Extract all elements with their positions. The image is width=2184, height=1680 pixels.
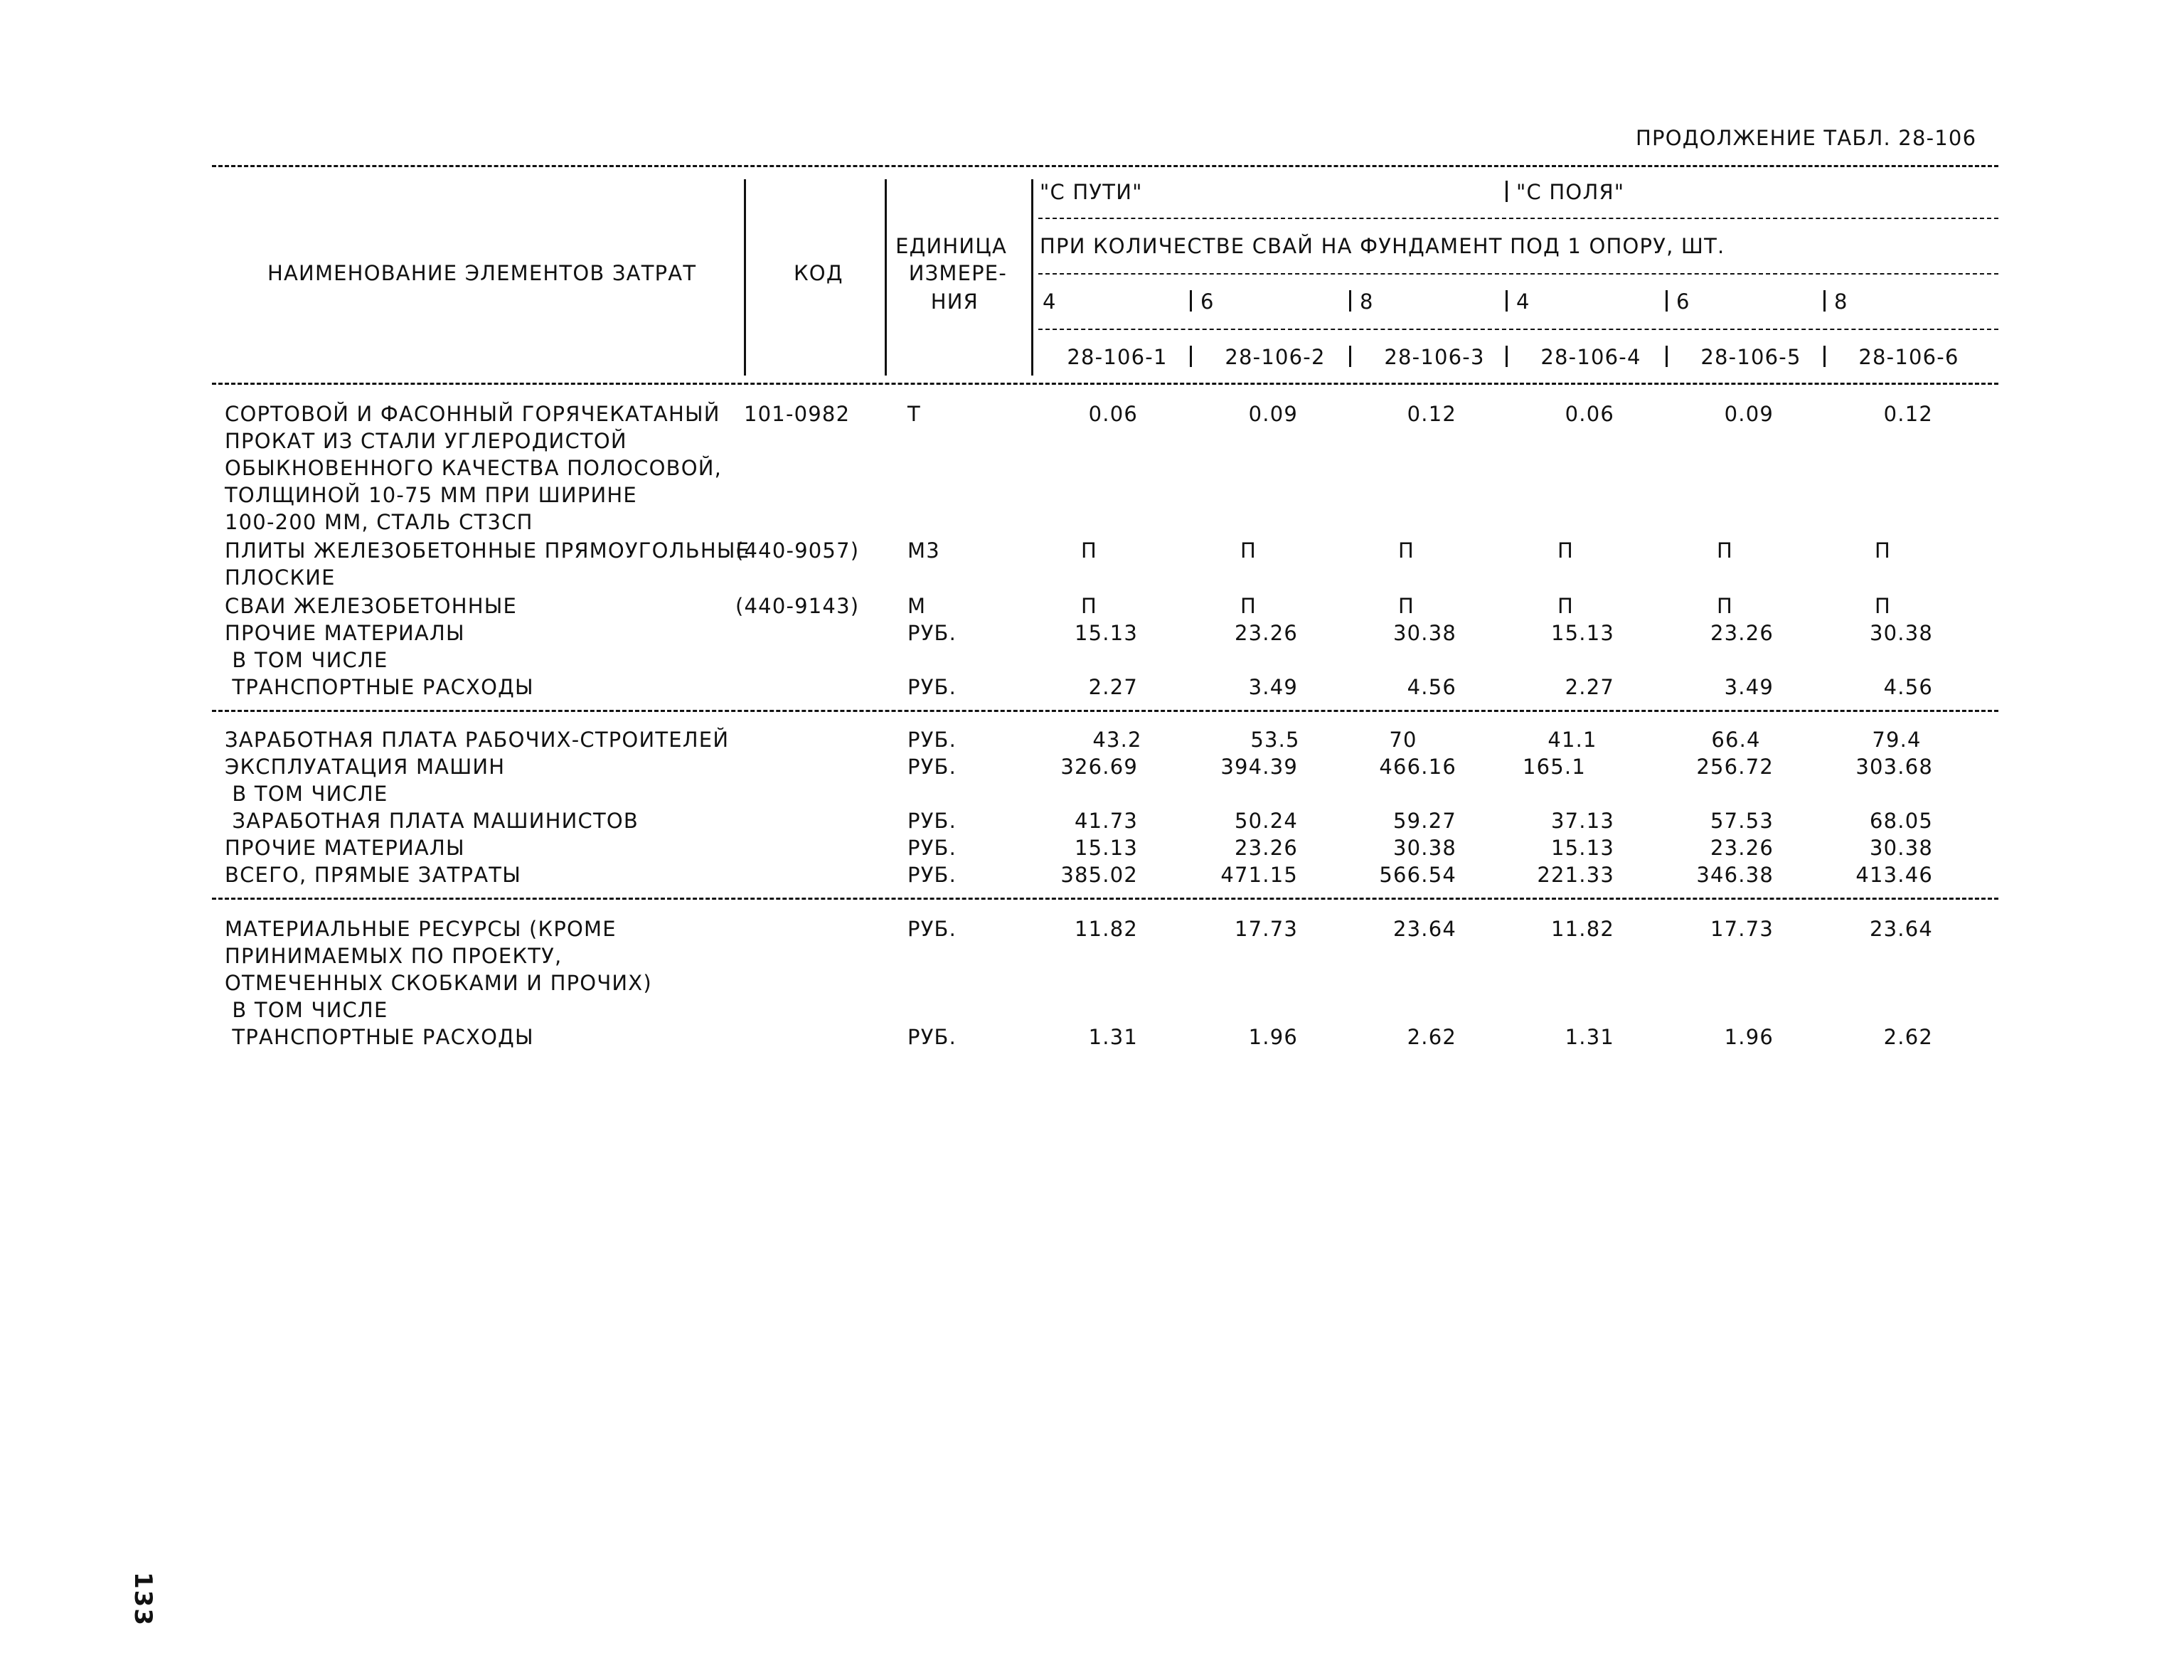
row-value-4: 221.33 bbox=[1537, 863, 1614, 887]
piles-caption: ПРИ КОЛИЧЕСТВЕ СВАЙ НА ФУНДАМЕНТ ПОД 1 ОПОРУ, ШТ. bbox=[1040, 234, 1725, 258]
header-bottom-rule bbox=[212, 383, 1998, 385]
column-code-6: 28-106-6 bbox=[1858, 345, 1959, 369]
row-value-2: 3.49 bbox=[1248, 675, 1298, 699]
top-rule bbox=[212, 165, 1998, 167]
row-name-line: ЗАРАБОТНАЯ ПЛАТА МАШИНИСТОВ bbox=[225, 809, 639, 833]
row-unit: РУБ. bbox=[907, 755, 957, 779]
row-value-2: 50.24 bbox=[1234, 809, 1298, 833]
row-name-line: ПЛОСКИЕ bbox=[225, 565, 336, 590]
row-unit: РУБ. bbox=[907, 621, 957, 645]
row-value-6: 4.56 bbox=[1883, 675, 1933, 699]
row-value-2: 471.15 bbox=[1220, 863, 1298, 887]
row-unit: РУБ. bbox=[907, 863, 957, 887]
row-value-3: 4.56 bbox=[1407, 675, 1456, 699]
row-value-5: 66.4 bbox=[1711, 728, 1761, 752]
row-value-3: 23.64 bbox=[1392, 917, 1456, 941]
row-value-6: П bbox=[1875, 594, 1892, 618]
row-name-line: В ТОМ ЧИСЛЕ bbox=[225, 998, 388, 1022]
pile-count-divider bbox=[1506, 290, 1508, 312]
row-value-6: 30.38 bbox=[1869, 621, 1933, 645]
row-value-4: 165.1 bbox=[1522, 755, 1586, 779]
pile-count-divider bbox=[1349, 290, 1351, 312]
row-value-2: 17.73 bbox=[1234, 917, 1298, 941]
row-name-line: ЗАРАБОТНАЯ ПЛАТА РАБОЧИХ-СТРОИТЕЛЕЙ bbox=[225, 728, 730, 752]
row-name-line: ТРАНСПОРТНЫЕ РАСХОДЫ bbox=[225, 675, 534, 699]
row-unit: РУБ. bbox=[907, 675, 957, 699]
row-value-1: П bbox=[1081, 594, 1098, 618]
row-value-6: 79.4 bbox=[1872, 728, 1922, 752]
column-code-divider bbox=[1190, 346, 1192, 367]
row-value-5: 57.53 bbox=[1710, 809, 1774, 833]
column-code-divider bbox=[1349, 346, 1351, 367]
row-value-2: 0.09 bbox=[1248, 402, 1298, 426]
row-name-line: В ТОМ ЧИСЛЕ bbox=[225, 648, 388, 672]
column-code-divider bbox=[1823, 346, 1826, 367]
row-value-1: 15.13 bbox=[1074, 621, 1138, 645]
row-value-4: 15.13 bbox=[1550, 621, 1614, 645]
row-value-3: 30.38 bbox=[1392, 836, 1456, 860]
row-name-line: СВАИ ЖЕЛЕЗОБЕТОННЫЕ bbox=[225, 594, 518, 618]
row-value-1: 11.82 bbox=[1074, 917, 1138, 941]
column-code-4: 28-106-4 bbox=[1540, 345, 1641, 369]
row-value-4: 37.13 bbox=[1550, 809, 1614, 833]
row-value-6: 30.38 bbox=[1869, 836, 1933, 860]
row-name-line: ТРАНСПОРТНЫЕ РАСХОДЫ bbox=[225, 1025, 534, 1049]
row-value-6: 303.68 bbox=[1855, 755, 1933, 779]
row-value-2: 394.39 bbox=[1220, 755, 1298, 779]
row-name-line: ОТМЕЧЕННЫХ СКОБКАМИ И ПРОЧИХ) bbox=[225, 971, 652, 995]
header-rule-2 bbox=[1038, 273, 1998, 275]
row-unit: М3 bbox=[907, 538, 940, 563]
header-unit-line-1: ЕДИНИЦА bbox=[895, 234, 1007, 258]
row-code: (440-9143) bbox=[735, 594, 860, 618]
row-value-3: 0.12 bbox=[1407, 402, 1456, 426]
row-unit: РУБ. bbox=[907, 1025, 957, 1049]
header-divider-unit-values bbox=[1031, 179, 1033, 376]
row-value-1: 1.31 bbox=[1088, 1025, 1138, 1049]
group-label-from-track: "С ПУТИ" bbox=[1040, 180, 1143, 204]
section-rule bbox=[212, 710, 1998, 712]
row-unit: РУБ. bbox=[907, 836, 957, 860]
row-value-6: 413.46 bbox=[1855, 863, 1933, 887]
page-number: 133 bbox=[129, 1572, 157, 1627]
row-value-6: 0.12 bbox=[1883, 402, 1933, 426]
header-unit-line-3: НИЯ bbox=[930, 289, 979, 314]
row-value-4: 0.06 bbox=[1565, 402, 1614, 426]
pile-count-divider bbox=[1823, 290, 1826, 312]
row-name-line: ПРОЧИЕ МАТЕРИАЛЫ bbox=[225, 621, 465, 645]
row-value-1: 385.02 bbox=[1060, 863, 1138, 887]
row-value-5: П bbox=[1717, 594, 1734, 618]
header-rule-1 bbox=[1038, 218, 1998, 219]
row-unit: РУБ. bbox=[907, 728, 957, 752]
row-code: (440-9057) bbox=[735, 538, 860, 563]
row-value-3: 2.62 bbox=[1407, 1025, 1456, 1049]
row-name-line: ТОЛЩИНОЙ 10-75 ММ ПРИ ШИРИНЕ bbox=[225, 483, 637, 507]
row-value-1: 2.27 bbox=[1088, 675, 1138, 699]
row-value-4: 11.82 bbox=[1550, 917, 1614, 941]
row-value-6: П bbox=[1875, 538, 1892, 563]
row-value-2: П bbox=[1240, 538, 1257, 563]
row-value-3: П bbox=[1398, 538, 1415, 563]
row-code: 101-0982 bbox=[744, 402, 851, 426]
row-name-line: ПРОКАТ ИЗ СТАЛИ УГЛЕРОДИСТОЙ bbox=[225, 429, 627, 453]
pile-count-divider bbox=[1190, 290, 1192, 312]
row-unit: РУБ. bbox=[907, 809, 957, 833]
row-value-1: П bbox=[1081, 538, 1098, 563]
row-name-line: СОРТОВОЙ И ФАСОННЫЙ ГОРЯЧЕКАТАНЫЙ bbox=[225, 402, 720, 426]
row-value-3: 59.27 bbox=[1392, 809, 1456, 833]
row-name-line: ОБЫКНОВЕННОГО КАЧЕСТВА ПОЛОСОВОЙ, bbox=[225, 456, 723, 480]
pile-count-6: 8 bbox=[1834, 289, 1848, 314]
row-name-line: ЭКСПЛУАТАЦИЯ МАШИН bbox=[225, 755, 506, 779]
pile-count-divider bbox=[1666, 290, 1668, 312]
row-value-1: 43.2 bbox=[1092, 728, 1142, 752]
pile-count-4: 4 bbox=[1516, 289, 1530, 314]
row-name-line: 100-200 ММ, СТАЛЬ СТ3СП bbox=[225, 510, 533, 534]
row-value-2: П bbox=[1240, 594, 1257, 618]
row-unit: Т bbox=[907, 402, 921, 426]
row-value-5: 23.26 bbox=[1710, 621, 1774, 645]
header-code-column: КОД bbox=[794, 261, 843, 285]
row-value-6: 68.05 bbox=[1869, 809, 1933, 833]
section-rule bbox=[212, 898, 1998, 900]
row-value-5: П bbox=[1717, 538, 1734, 563]
row-value-4: П bbox=[1557, 538, 1575, 563]
pile-count-3: 8 bbox=[1360, 289, 1374, 314]
row-name-line: ПЛИТЫ ЖЕЛЕЗОБЕТОННЫЕ ПРЯМОУГОЛЬНЫЕ bbox=[225, 538, 750, 563]
row-value-4: 2.27 bbox=[1565, 675, 1614, 699]
row-value-4: 15.13 bbox=[1550, 836, 1614, 860]
column-code-divider bbox=[1506, 346, 1508, 367]
row-value-2: 23.26 bbox=[1234, 621, 1298, 645]
row-value-2: 23.26 bbox=[1234, 836, 1298, 860]
group-divider bbox=[1506, 181, 1508, 202]
row-value-1: 41.73 bbox=[1074, 809, 1138, 833]
header-name-column: НАИМЕНОВАНИЕ ЭЛЕМЕНТОВ ЗАТРАТ bbox=[267, 261, 697, 285]
row-value-6: 2.62 bbox=[1883, 1025, 1933, 1049]
row-name-line: ПРОЧИЕ МАТЕРИАЛЫ bbox=[225, 836, 465, 860]
row-value-1: 15.13 bbox=[1074, 836, 1138, 860]
header-unit-line-2: ИЗМЕРЕ- bbox=[908, 261, 1007, 285]
row-value-4: 1.31 bbox=[1565, 1025, 1614, 1049]
row-value-5: 256.72 bbox=[1696, 755, 1774, 779]
column-code-1: 28-106-1 bbox=[1067, 345, 1168, 369]
group-label-from-field: "С ПОЛЯ" bbox=[1516, 180, 1625, 204]
row-value-3: 566.54 bbox=[1379, 863, 1456, 887]
row-value-3: 70 bbox=[1389, 728, 1417, 752]
row-value-4: 41.1 bbox=[1548, 728, 1597, 752]
table-continuation-title: ПРОДОЛЖЕНИЕ ТАБЛ. 28-106 bbox=[1636, 126, 1977, 150]
pile-count-5: 6 bbox=[1676, 289, 1690, 314]
column-code-divider bbox=[1666, 346, 1668, 367]
row-value-5: 3.49 bbox=[1724, 675, 1774, 699]
row-value-6: 23.64 bbox=[1869, 917, 1933, 941]
header-divider-code-unit bbox=[885, 179, 887, 376]
row-value-3: П bbox=[1398, 594, 1415, 618]
header-divider-name-code bbox=[744, 179, 746, 376]
row-value-2: 1.96 bbox=[1248, 1025, 1298, 1049]
row-value-5: 346.38 bbox=[1696, 863, 1774, 887]
pile-count-2: 6 bbox=[1200, 289, 1215, 314]
row-value-2: 53.5 bbox=[1250, 728, 1300, 752]
row-unit: РУБ. bbox=[907, 917, 957, 941]
row-name-line: ПРИНИМАЕМЫХ ПО ПРОЕКТУ, bbox=[225, 944, 563, 968]
row-name-line: МАТЕРИАЛЬНЫЕ РЕСУРСЫ (КРОМЕ bbox=[225, 917, 617, 941]
column-code-2: 28-106-2 bbox=[1225, 345, 1326, 369]
row-unit: М bbox=[907, 594, 927, 618]
row-value-3: 30.38 bbox=[1392, 621, 1456, 645]
row-name-line: В ТОМ ЧИСЛЕ bbox=[225, 782, 388, 806]
row-value-1: 326.69 bbox=[1060, 755, 1138, 779]
row-value-3: 466.16 bbox=[1379, 755, 1456, 779]
column-code-5: 28-106-5 bbox=[1700, 345, 1801, 369]
row-value-1: 0.06 bbox=[1088, 402, 1138, 426]
row-value-5: 23.26 bbox=[1710, 836, 1774, 860]
row-value-5: 0.09 bbox=[1724, 402, 1774, 426]
header-rule-3 bbox=[1038, 329, 1998, 330]
row-name-line: ВСЕГО, ПРЯМЫЕ ЗАТРАТЫ bbox=[225, 863, 521, 887]
column-code-3: 28-106-3 bbox=[1384, 345, 1485, 369]
row-value-4: П bbox=[1557, 594, 1575, 618]
row-value-5: 1.96 bbox=[1724, 1025, 1774, 1049]
pile-count-1: 4 bbox=[1043, 289, 1057, 314]
row-value-5: 17.73 bbox=[1710, 917, 1774, 941]
